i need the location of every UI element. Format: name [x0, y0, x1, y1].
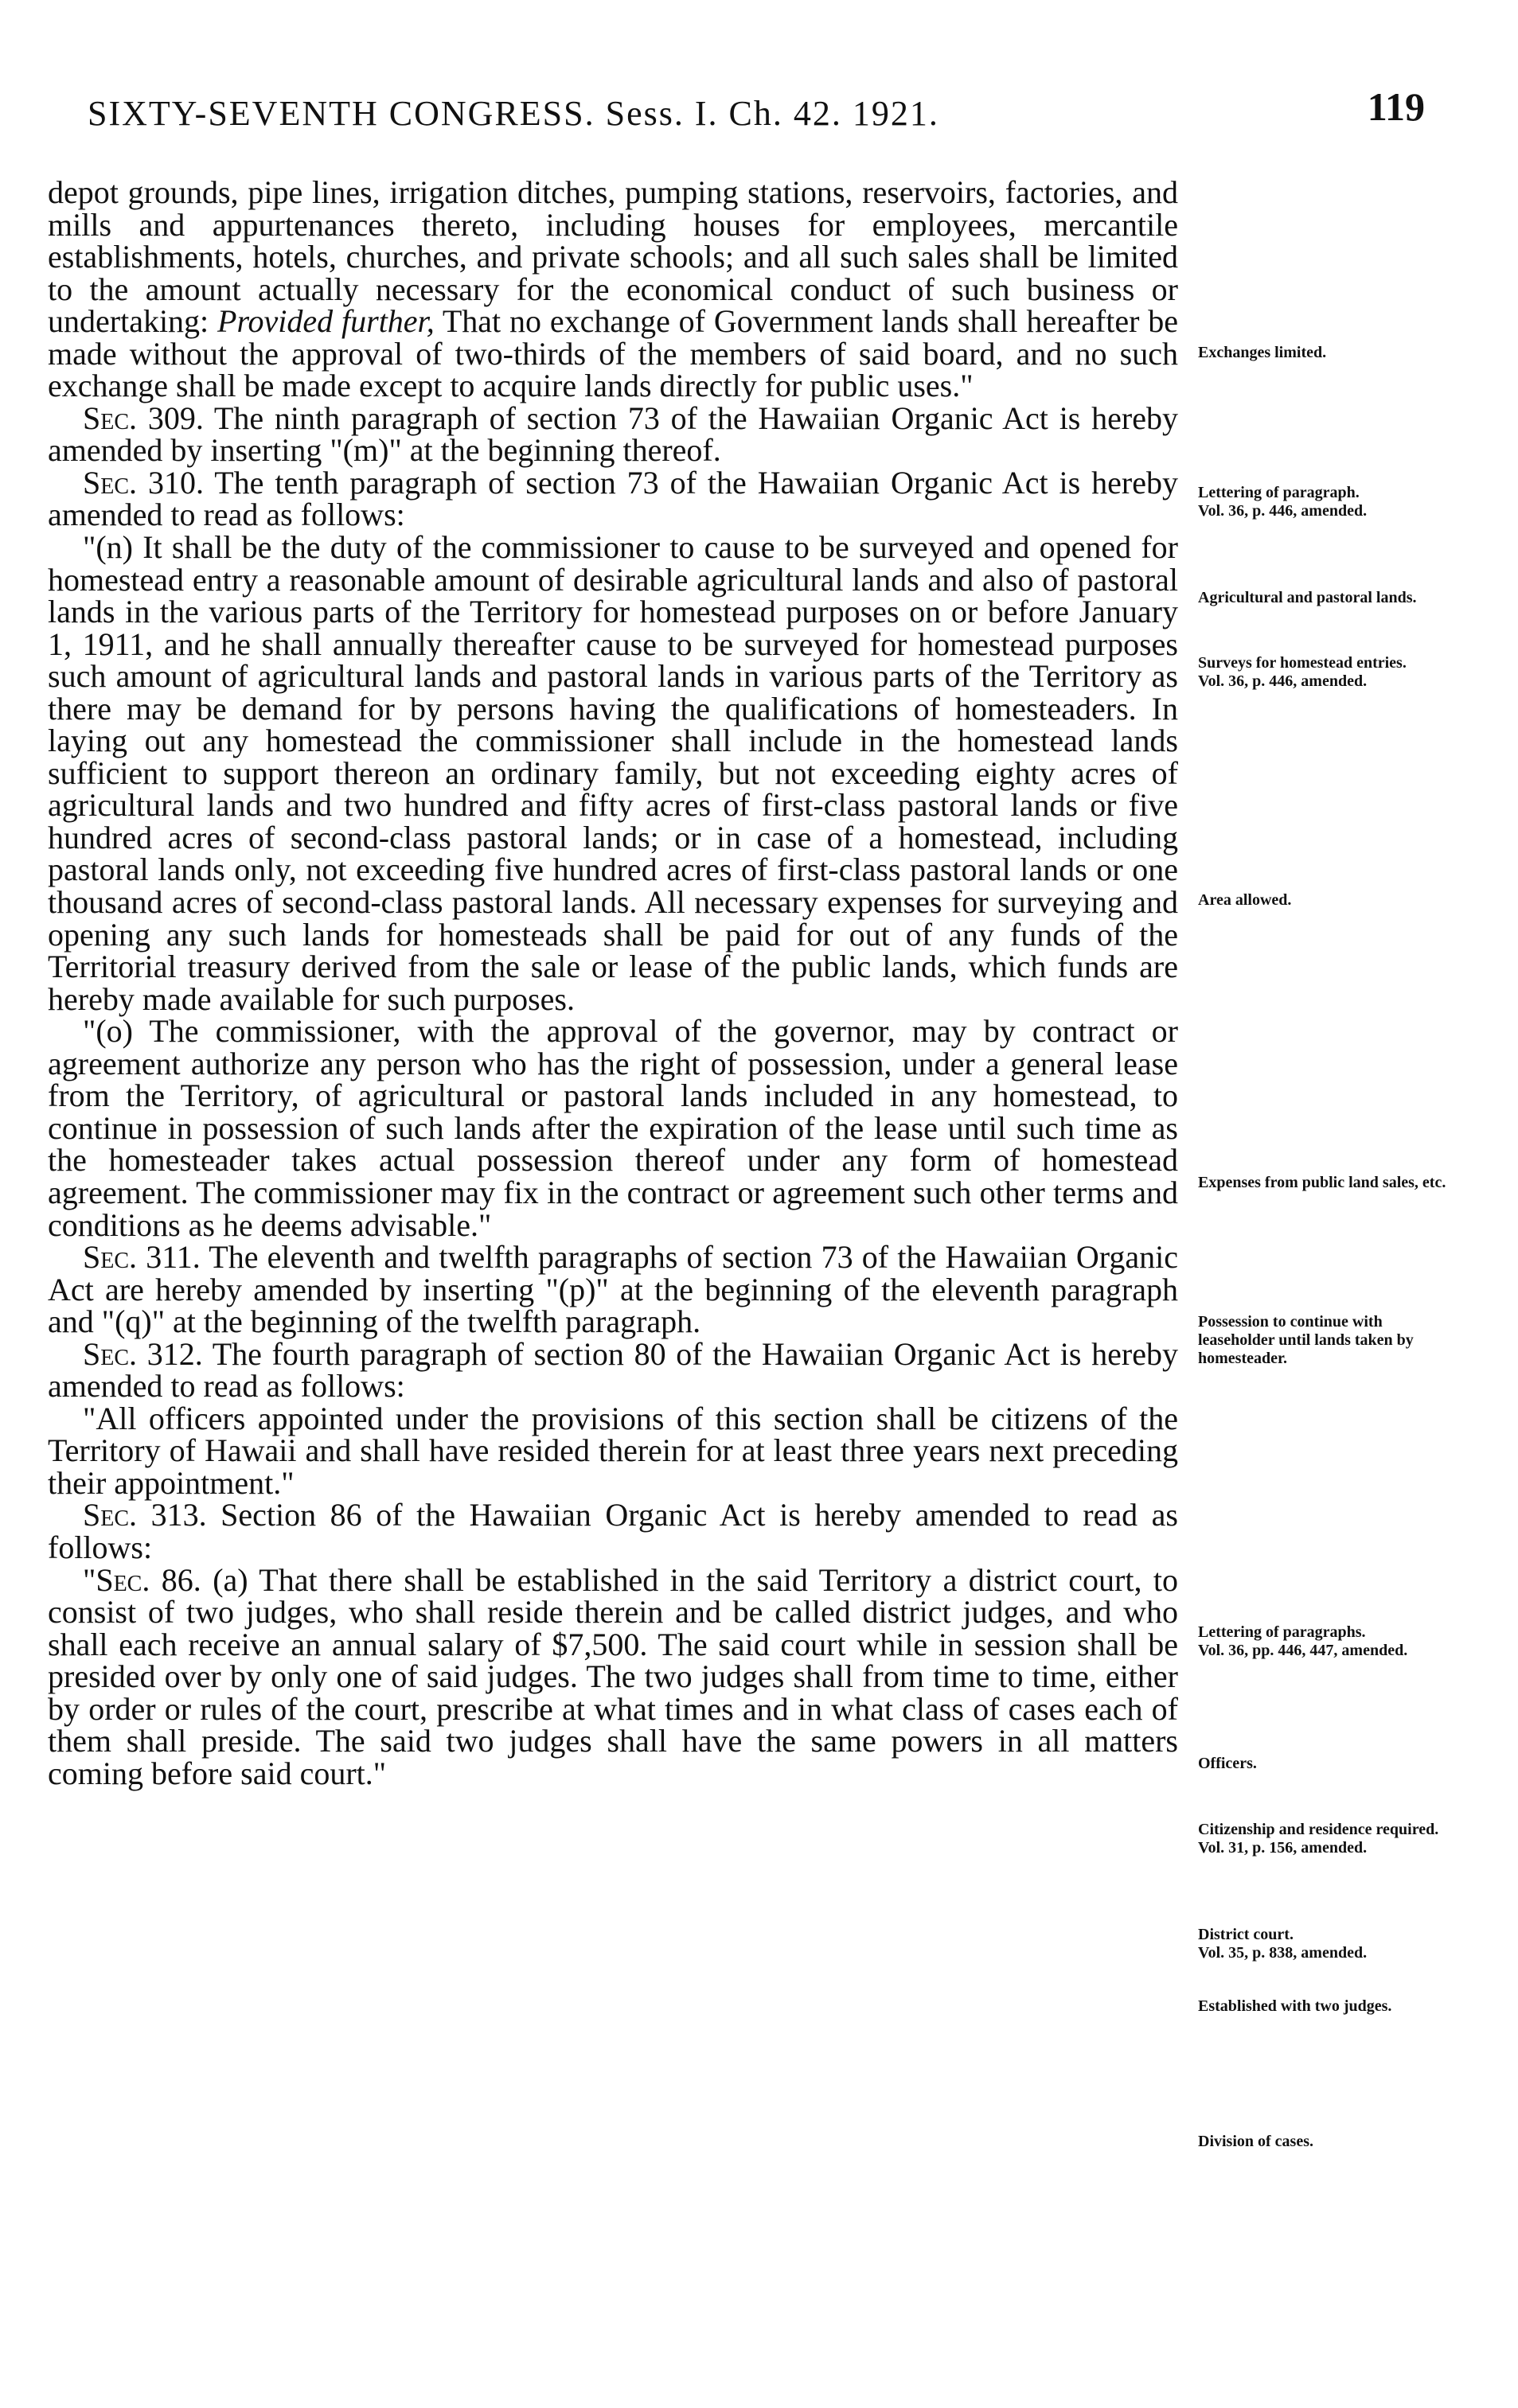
- section-313: Sec. 313. Section 86 of the Hawaiian Organic Act is hereby amended to read as follows:: [48, 1497, 1178, 1565]
- margin-note-district-court: District court. Vol. 35, p. 838, amended.: [1198, 1926, 1368, 1962]
- section-label: Sec. 309.: [83, 399, 204, 436]
- margin-note-officers: Officers.: [1198, 1755, 1257, 1772]
- paragraph-o: "(o) The commissioner, with the approval of the governor, may by contract or agreement authorize any person who has the right of possession, under a general lease from the Territory, of agricultural or pastoral lands included in any homestead, to continue in possession of such lands after the expiration of the lease until such time as the homesteader takes actual possession thereof under any form of homestead agreement. The commissioner may fix in the contract or agreement such other terms and conditions as he deems advisable.": [48, 1013, 1178, 1243]
- section-86: "Sec. 86. (a) That there shall be established in the said Territory a district court, to consist of two judges, who shall reside therein and be called district judges, and who shall each receive an annual salary of $7,500. The said court while in session shall be presided over by only one of said judges. The two judges shall from time to time, either by order or rules of the court, prescribe at what times and in what class of cases each of them shall preside. The said two judges shall have the same powers in all matters coming before said court.": [48, 1561, 1179, 1791]
- margin-note-exchanges: Exchanges limited.: [1198, 344, 1327, 361]
- section-309: Sec. 309. The ninth paragraph of section 73 of the Hawaiian Organic Act is hereby amended by inserting "(m)" at the beginning thereof.: [48, 399, 1179, 469]
- paragraph-officers: "All officers appointed under the provisions of this section shall be citizens of the Territory of Hawaii and shall have resided therein for at least three years next preceding their appointment.": [48, 1400, 1178, 1501]
- margin-note-division: Division of cases.: [1198, 2133, 1313, 2150]
- section-label: Sec. 313.: [83, 1497, 207, 1533]
- statute-text: [48, 174, 1179, 1791]
- section-label: Sec. 311.: [83, 1239, 201, 1276]
- paragraph-continuation: depot grounds, pipe lines, irrigation ditches, pumping stations, reservoirs, factories, and mills and appurtenances thereto, including houses for employees, mercantile establishments, hotels, churches, and private schools; and all such sales shall be limited to the amount actually necessary for the economical conduct of such business or undertaking: Provided further, That no exchange of Government lands shall hereafter be made without the approval of two-thirds of the members of said board, and no such exchange shall be made except to acquire lands directly for public uses.": [48, 174, 1179, 404]
- margin-note-area: Area allowed.: [1198, 891, 1292, 909]
- page-header: [88, 84, 1425, 147]
- margin-note-established: Established with two judges.: [1198, 1997, 1392, 2015]
- margin-note-lettering-paragraphs: Lettering of paragraphs. Vol. 36, pp. 446, 447, amended.: [1198, 1623, 1408, 1659]
- page-number: 119: [1367, 84, 1425, 129]
- margin-note-citizenship: Citizenship and residence required. Vol. 31, p. 156, amended.: [1198, 1821, 1439, 1857]
- section-310: Sec. 310. The tenth paragraph of section 73 of the Hawaiian Organic Act is hereby amended to read as follows:: [48, 464, 1178, 533]
- margin-note-possession: Possession to continue with leaseholder until lands taken by homesteader.: [1198, 1313, 1414, 1367]
- section-label: Sec. 310.: [83, 464, 204, 501]
- margin-note-expenses: Expenses from public land sales, etc.: [1198, 1174, 1446, 1191]
- proviso: Provided further,: [217, 303, 435, 340]
- section-311: Sec. 311. The eleventh and twelfth paragraphs of section 73 of the Hawaiian Organic Act are hereby amended by inserting "(p)" at the beginning of the eleventh paragraph and "(q)" at the beginning of the twelfth paragraph.: [48, 1239, 1179, 1340]
- section-label: Sec. 312.: [83, 1335, 203, 1372]
- section-312: Sec. 312. The fourth paragraph of section 80 of the Hawaiian Organic Act is hereby amended to read as follows:: [48, 1335, 1178, 1405]
- margin-note-agricultural: Agricultural and pastoral lands.: [1198, 589, 1417, 606]
- margin-note-surveys: Surveys for homestead entries. Vol. 36, p. 446, amended.: [1198, 654, 1407, 690]
- margin-note-lettering-paragraph: Lettering of paragraph. Vol. 36, p. 446, amended.: [1198, 484, 1368, 520]
- running-head: SIXTY-SEVENTH CONGRESS. Sess. I. Ch. 42. 1921.: [88, 94, 939, 133]
- paragraph-n: "(n) It shall be the duty of the commissioner to cause to be surveyed and opened for homestead entry a reasonable amount of desirable agricultural lands and also of pastoral lands in the various parts of the Territory for homestead purposes on or before January 1, 1911, and he shall annually thereafter cause to be surveyed for homestead purposes such amount of agricultural lands and pastoral lands in various parts of the Territory as there may be demand for by persons having the qualifications of homesteaders. In laying out any homestead the commissioner shall include in the homestead lands sufficient to support thereon an ordinary family, but not exceeding eighty acres of agricultural lands and two hundred and fifty acres of first-class pastoral lands or five hundred acres of second-class pastoral lands; or in case of a homestead, including pastoral lands only, not exceeding five hundred acres of first-class pastoral lands or one thousand acres of second-class pastoral lands. All necessary expenses for surveying and opening any such lands for homesteads shall be paid for out of any funds of the Territorial treasury derived from the sale or lease of the public lands, which funds are hereby made available for such purposes.: [48, 529, 1178, 1017]
- section-label: "Sec. 86.: [83, 1561, 201, 1598]
